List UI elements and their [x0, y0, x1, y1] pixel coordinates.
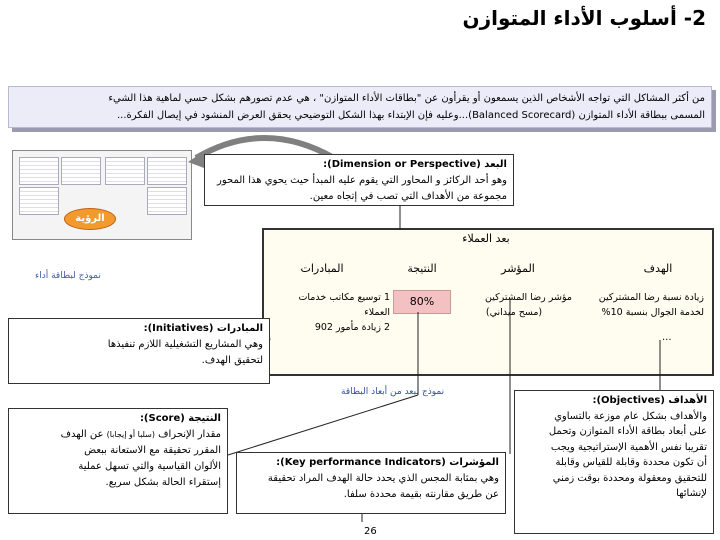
objectives-line: على أبعاد بطاقة الأداء المتوازن وتحمل [548, 426, 707, 437]
kpi-line-2: عن طريق مقارنته بقيمة محددة سلفا. [343, 489, 499, 500]
card-ellipsis: ... [662, 332, 672, 343]
column-initiatives: المبادرات [300, 262, 344, 275]
dimension-line-2: مجموعة من الأهداف التي تصب في إتجاه معين. [309, 191, 507, 202]
result-cell: 80% [393, 290, 451, 314]
card-caption: نموذج لبعد من أبعاد البطاقة [341, 387, 445, 397]
kpi-definition [236, 452, 506, 514]
indicator-line-2: (مسح ميداني) [485, 307, 543, 318]
initiatives-definition [8, 318, 270, 384]
score-line-1-note: (سلبا أو إيجابا) [106, 430, 155, 439]
vision-badge: الرؤية [64, 208, 116, 230]
intro-line-1: من أكثر المشاكل التي تواجه الأشخاص الذين يسمعون أو يقرأون عن "بطاقات الأداء المتوازن" ، هي عدم تصورهم بشكل حسي لماهية هذا الشيء [108, 93, 705, 104]
kpi-line-1: وهي بمثابة المجس الذي يحدد حالة الهدف المراد تحقيقة [267, 473, 499, 484]
dimension-line-1: وهو أحد الركائز و المحاور التي يقوم عليه المبدأ حيث يحوي هذا المحور [217, 175, 507, 186]
objectives-line: تقريبا نفس الأهمية الإستراتيجية ويجب [550, 441, 707, 453]
objectives-line: والأهداف بشكل عام موزعة بالتساوي [554, 410, 707, 422]
indicator-line-1: مؤشر رضا المشتركين [484, 292, 572, 303]
objective-line-2: لخدمة الجوال بنسبة 10% [601, 307, 704, 318]
objectives-line: لإنشائها [676, 488, 707, 499]
score-line-1-b: عن الهدف [60, 429, 104, 440]
page-title: 2- أسلوب الأداء المتوازن [462, 6, 706, 30]
initiative-line-1: 1 توسيع مكاتب خدمات العملاء [298, 292, 390, 318]
thumbnail-caption: نموذج لبطاقة أداء [35, 271, 101, 281]
objectives-line: للتحقيق ومعقولة ومحددة بوقت زمني [552, 472, 707, 484]
score-line-3: الألوان القياسية والتي تسهل عملية [78, 461, 221, 472]
score-line-2: المقرر تحقيقة مع الاستعانة ببعض [84, 445, 221, 456]
column-objective: الهدف [643, 262, 673, 275]
card-heading: بعد العملاء [462, 232, 510, 245]
column-result: النتيجة [407, 262, 437, 275]
dimension-title: البعد (Dimension or Perspective): [323, 159, 507, 170]
objectives-line: أن تكون محددة وقابلة للقياس وقابلة [555, 457, 707, 468]
initiatives-line-1: وهي المشاريع التشغيلية اللازم تنفيذها [107, 339, 263, 350]
score-line-1-a: مقدار الإنحراف [158, 429, 221, 440]
score-line-4: إستقراء الحالة بشكل سريع. [105, 477, 221, 488]
kpi-title: المؤشرات (Key performance Indicators): [276, 457, 499, 468]
column-indicator: المؤشر [501, 262, 535, 275]
objectives-definition [514, 390, 714, 534]
score-title: النتيجة (Score): [139, 413, 221, 424]
intro-line-2: المسمى ببطاقة الأداء المتوازن (Balanced Scorecard)...وعليه فإن الإبتداء بهذا الشكل التوضيحي يحقق العرض المنشود في إيصال الفكرة... [117, 110, 705, 121]
score-definition [8, 408, 228, 514]
initiatives-title: المبادرات (Initiatives): [143, 323, 263, 334]
initiatives-line-2: لتحقيق الهدف. [201, 355, 263, 366]
score-line-1 [15, 427, 221, 443]
page-number: 26 [364, 526, 377, 537]
objectives-title: الأهداف (Objectives): [592, 395, 707, 406]
objective-line-1: زيادة نسبة رضا المشتركين [598, 292, 704, 303]
initiative-line-2: 2 زيادة مأمور 902 [314, 322, 390, 333]
